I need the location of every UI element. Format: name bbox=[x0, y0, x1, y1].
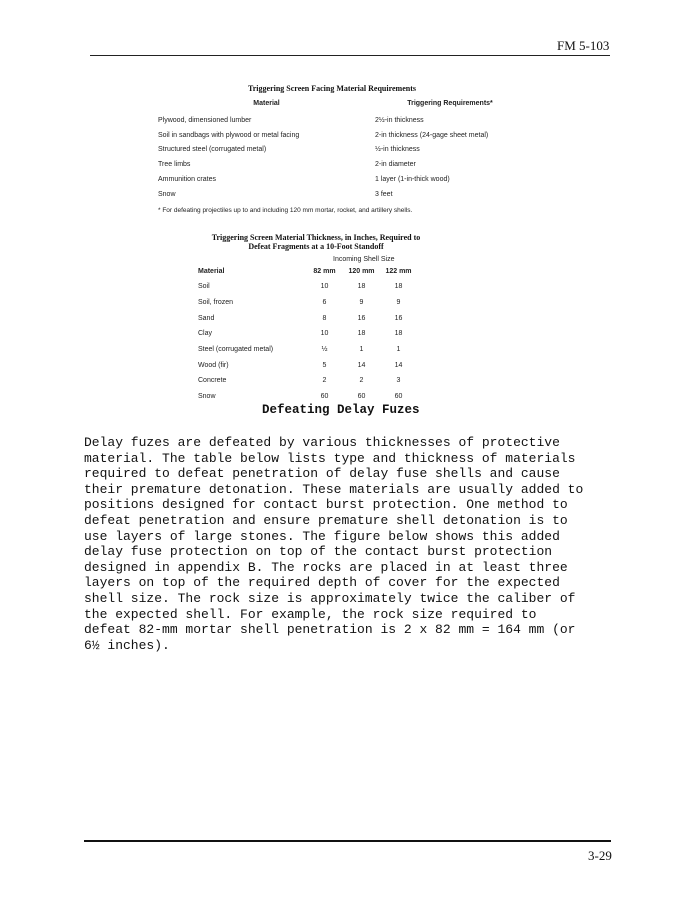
facing-material-table bbox=[158, 100, 525, 202]
section-heading: Defeating Delay Fuzes bbox=[262, 403, 420, 417]
table-cell: Ammunition crates bbox=[158, 176, 216, 184]
header-rule bbox=[90, 55, 610, 56]
table-header-row bbox=[198, 268, 417, 279]
table-cell: Soil bbox=[198, 283, 210, 291]
column-header: 122 mm bbox=[385, 268, 412, 275]
table-cell: ½ bbox=[321, 346, 328, 354]
table-cell: 2-in thickness (24-gage sheet metal) bbox=[375, 131, 489, 139]
table-row bbox=[158, 187, 525, 202]
column-header: 120 mm bbox=[348, 268, 375, 275]
table-cell: 18 bbox=[394, 330, 403, 338]
table-cell: ½-in thickness bbox=[375, 146, 420, 154]
table-row bbox=[198, 342, 417, 358]
column-header: 82 mm bbox=[313, 268, 336, 275]
table-cell: 2½-in thickness bbox=[375, 116, 424, 124]
table-cell: 14 bbox=[357, 361, 366, 369]
table-cell: 3 bbox=[396, 377, 401, 385]
table-cell: Snow bbox=[198, 393, 216, 401]
table-cell: 1 layer (1-in-thick wood) bbox=[375, 176, 450, 184]
column-header: Material bbox=[253, 100, 280, 107]
table-cell: Clay bbox=[198, 330, 213, 338]
table-cell: 6 bbox=[322, 299, 327, 307]
table1-title: Triggering Screen Facing Material Requirements bbox=[248, 84, 416, 93]
table-cell: Tree limbs bbox=[158, 161, 191, 169]
manual-number: FM 5-103 bbox=[557, 38, 610, 53]
table-cell: 60 bbox=[357, 393, 366, 401]
column-header: Triggering Requirements* bbox=[407, 100, 493, 107]
table-cell: Structured steel (corrugated metal) bbox=[158, 146, 267, 154]
table-cell: Steel (corrugated metal) bbox=[198, 346, 274, 354]
table-cell: 18 bbox=[394, 283, 403, 291]
table-header-row bbox=[158, 100, 525, 113]
table-cell: 1 bbox=[396, 346, 401, 354]
table-cell: 1 bbox=[359, 346, 364, 354]
table-cell: 9 bbox=[396, 299, 401, 307]
table-row bbox=[198, 357, 417, 373]
table-cell: 60 bbox=[320, 393, 329, 401]
table-row bbox=[158, 128, 525, 143]
table2-title-line: Triggering Screen Material Thickness, in Inches, Required to bbox=[211, 233, 421, 242]
column-header: Material bbox=[198, 268, 225, 275]
table2-title-line: Defeat Fragments at a 10-Foot Standoff bbox=[248, 242, 384, 251]
table-cell: 10 bbox=[320, 283, 329, 291]
table-cell: Concrete bbox=[198, 377, 227, 385]
table-cell: 2 bbox=[322, 377, 327, 385]
footer-rule bbox=[84, 840, 611, 842]
table-cell: 18 bbox=[357, 330, 366, 338]
thickness-table bbox=[198, 268, 417, 405]
table-cell: Soil in sandbags with plywood or metal facing bbox=[158, 131, 300, 139]
table-row bbox=[198, 326, 417, 342]
table-row bbox=[158, 113, 525, 128]
table2-title bbox=[200, 233, 432, 251]
table-cell: 8 bbox=[322, 314, 327, 322]
table-row bbox=[198, 279, 417, 295]
table-cell: 60 bbox=[394, 393, 403, 401]
table-row bbox=[198, 295, 417, 311]
table-cell: 2 bbox=[359, 377, 364, 385]
shell-size-group-header: Incoming Shell Size bbox=[333, 256, 395, 263]
table-cell: 16 bbox=[394, 314, 403, 322]
table-cell: Sand bbox=[198, 314, 215, 322]
table-cell: Plywood, dimensioned lumber bbox=[158, 116, 252, 124]
table-cell: 16 bbox=[357, 314, 366, 322]
table-cell: 3 feet bbox=[375, 190, 393, 198]
table-cell: Soil, frozen bbox=[198, 299, 234, 307]
table-cell: 9 bbox=[359, 299, 364, 307]
table-row bbox=[198, 310, 417, 326]
table-cell: 10 bbox=[320, 330, 329, 338]
table-row bbox=[158, 143, 525, 158]
table-cell: Snow bbox=[158, 190, 176, 198]
table-row bbox=[158, 172, 525, 187]
table-cell: Wood (fir) bbox=[198, 361, 229, 369]
body-paragraph: Delay fuzes are defeated by various thicknesses of protective material. The table below lists type and thickness of materials required to defeat penetration of delay fuse shells and cause their premature detonation. These materials are usually added to positions designed for contact burst protection. One method to defeat penetration and ensure premature shell detonation is to use layers of large stones. The figure below shows this added delay fuse protection on top of the contact burst protection designed in appendix B. The rocks are placed in at least three layers on top of the required depth of cover for the expected shell size. The rock size is approximately twice the caliber of the expected shell. For example, the rock size required to defeat 82-mm mortar shell penetration is 2 x 82 mm = 164 mm (or 6½ inches). bbox=[84, 435, 584, 653]
table-row bbox=[158, 157, 525, 172]
table-cell: 18 bbox=[357, 283, 366, 291]
table-row bbox=[198, 373, 417, 389]
table-cell: 14 bbox=[394, 361, 403, 369]
table1-footnote: * For defeating projectiles up to and including 120 mm mortar, rocket, and artillery shells. bbox=[158, 207, 413, 214]
table-cell: 5 bbox=[322, 361, 327, 369]
page-number: 3-29 bbox=[588, 848, 612, 863]
table-cell: 2-in diameter bbox=[375, 161, 416, 169]
